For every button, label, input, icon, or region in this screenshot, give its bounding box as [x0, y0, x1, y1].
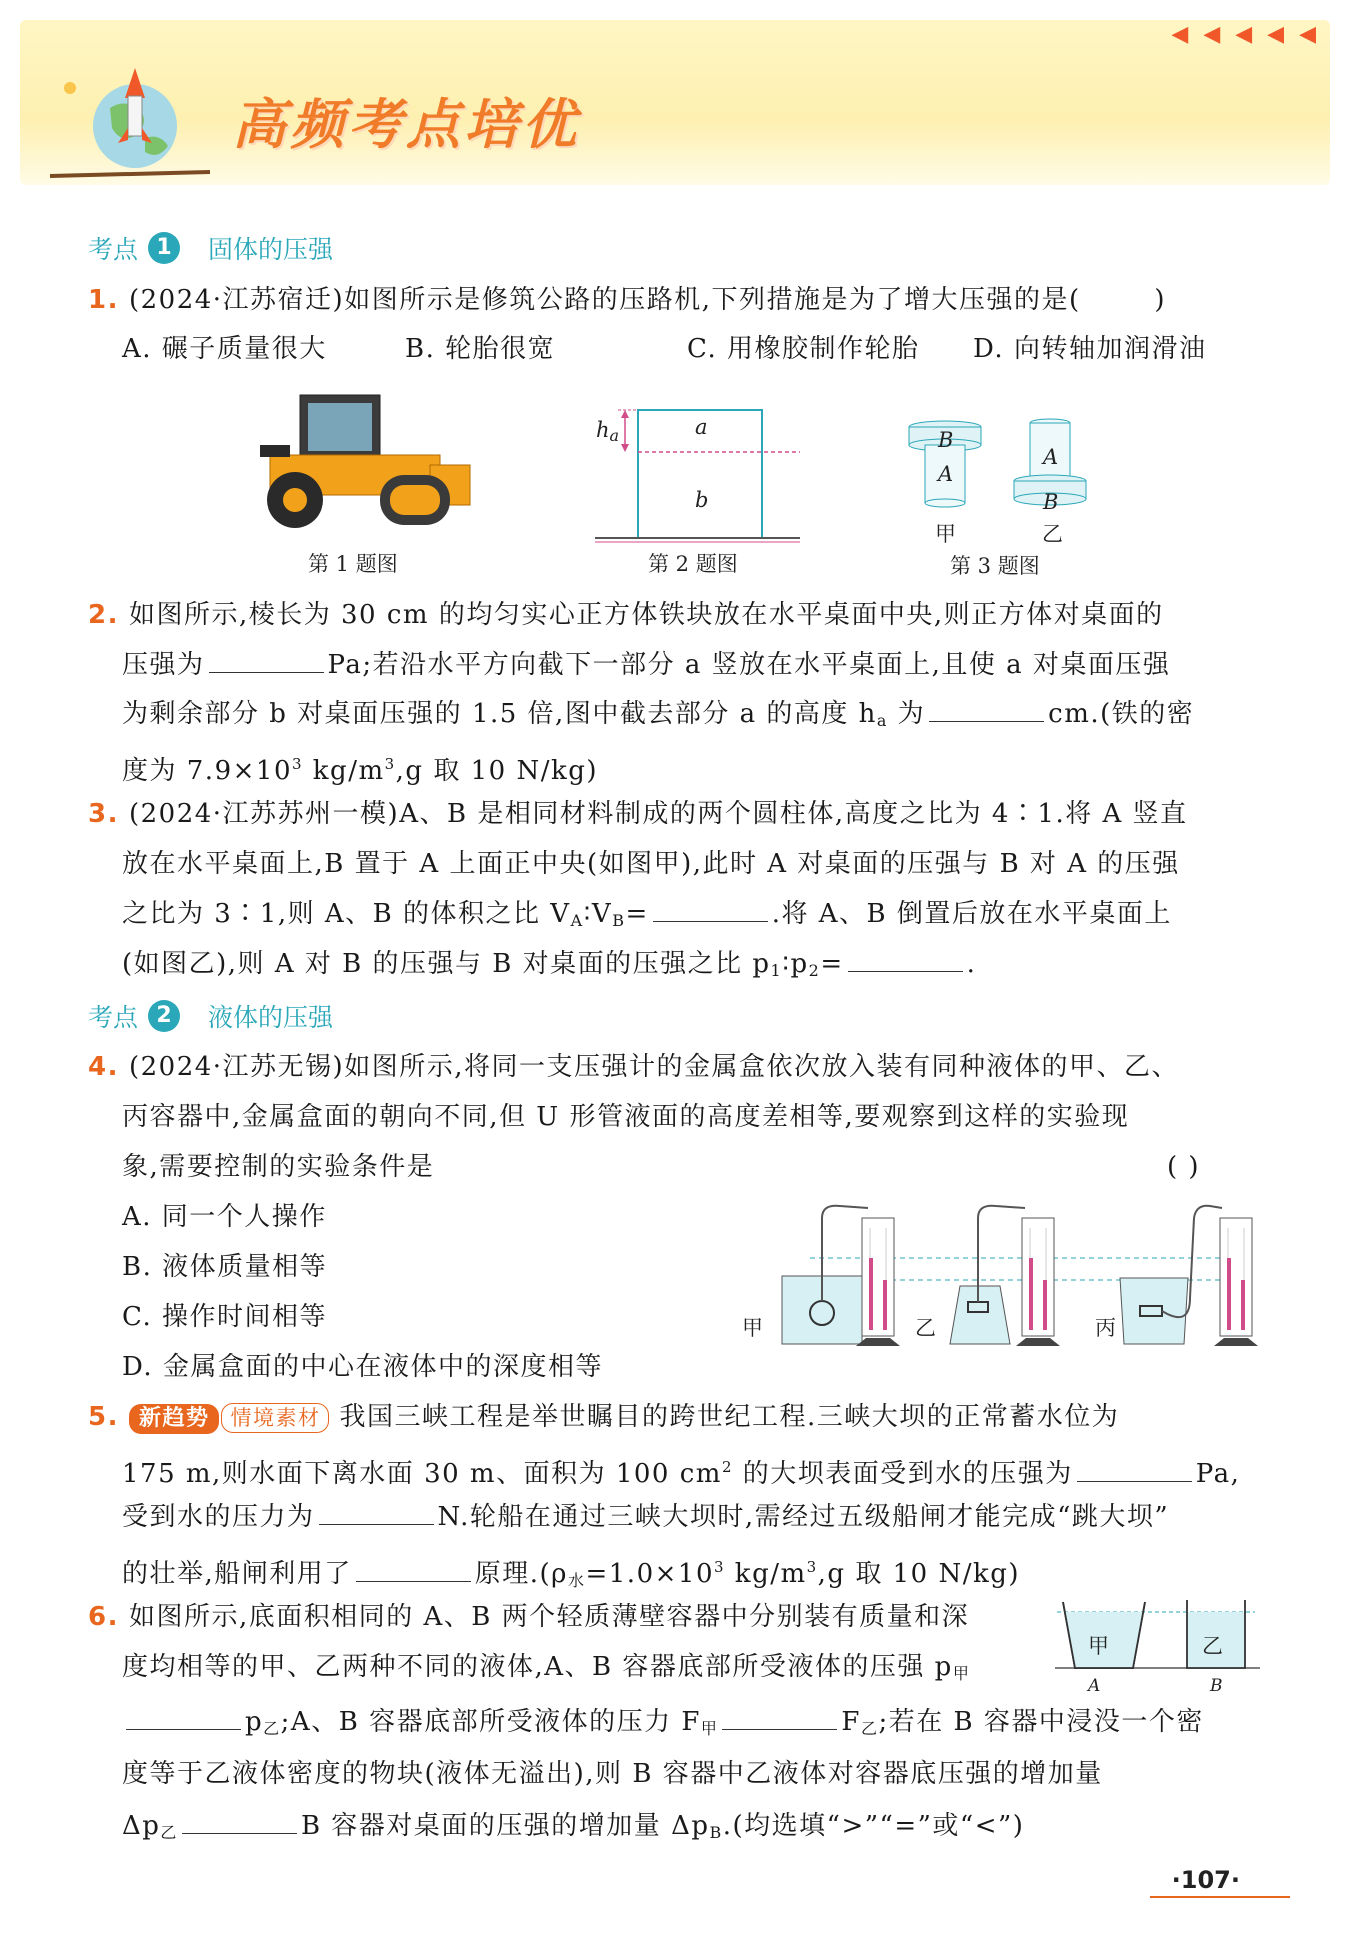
decorative-arrows-icon: ◀ ◀ ◀ ◀ ◀ [1171, 22, 1320, 47]
answer-blank[interactable] [126, 1706, 241, 1730]
answer-blank[interactable] [182, 1810, 297, 1834]
question-5-line-3: 受到水的压力为 N.轮船在通过三峡大坝时,需经过五级船闸才能完成“跳大坝” [122, 1502, 1170, 1532]
label-b: b [695, 488, 709, 512]
section-heading-1 [88, 230, 333, 266]
question-5-line-1: 5. 新趋势 情境素材 我国三峡工程是举世瞩目的跨世纪工程.三峡大坝的正常蓄水位为 [88, 1402, 1120, 1432]
label-a: a [695, 415, 708, 439]
answer-paren: ) [1154, 285, 1166, 315]
option-a: A. 碾子质量很大 [122, 334, 327, 364]
label-bing: 丙 [1095, 1316, 1116, 1340]
question-2-line-2: 压强为 Pa;若沿水平方向截下一部分 a 竖放在水平桌面上,且使 a 对桌面压强 [122, 650, 1171, 680]
question-number: 6. [88, 1602, 119, 1632]
page-number: ·107· [1171, 1866, 1240, 1894]
option-c: C. 操作时间相等 [122, 1302, 327, 1332]
section-title: 固体的压强 [208, 235, 334, 264]
option-b: B. 液体质量相等 [122, 1252, 328, 1282]
context-badge: 情境素材 [221, 1403, 329, 1433]
question-number: 2. [88, 600, 119, 630]
pressure-gauge-figure [770, 1198, 1260, 1350]
cylinders-figure [900, 415, 1100, 515]
question-6-line-3: $p_乙;A$、B 容器底部所受液体的压力 $F_甲$ $F_乙$;若在 B 容器中浸没一个密 [122, 1705, 1292, 1746]
question-5-line-2: 175 m,则水面下离水面 30 m、面积为 100 $cm^2$ 的大坝表面受到水的压强为 Pa, [122, 1458, 1241, 1489]
label-jia: 甲 [1088, 1634, 1109, 1658]
question-2-line-3: 为剩余部分 b 对桌面压强的 1.5 倍,图中截去部分 a 的高度 $h_a$ 为 cm.(铁的密 [122, 699, 1195, 730]
label-yi: 乙 [1042, 522, 1063, 546]
label-jia: 甲 [742, 1316, 763, 1340]
question-4-line-2: 丙容器中,金属盒面的朝向不同,但 U 形管液面的高度差相等,要观察到这样的实验现 [122, 1102, 1130, 1132]
question-4-line-1: 4. (2024·江苏无锡)如图所示,将同一支压强计的金属盒依次放入装有同种液体的甲、乙、 [88, 1052, 1179, 1082]
answer-blank[interactable] [722, 1706, 837, 1730]
answer-paren: ( ) [1166, 1152, 1200, 1182]
section-title: 液体的压强 [208, 1003, 334, 1032]
page-number-underline [1150, 1896, 1290, 1898]
question-6-line-5: $\Delta p_乙$ B 容器对桌面的压强的增加量 $\Delta p_B$.(均选填“>”“=”或“<”) [122, 1811, 1025, 1842]
option-b: B. 轮胎很宽 [405, 334, 556, 364]
question-3-line-1: 3. (2024·江苏苏州一模)A、B 是相同材料制成的两个圆柱体,高度之比为 4∶1.将 A 竖直 [88, 799, 1188, 829]
label-yi: 乙 [915, 1316, 936, 1340]
label-a-jia: A [938, 462, 954, 486]
option-d: D. 向转轴加润滑油 [973, 334, 1207, 364]
header-banner [20, 20, 1330, 185]
page-title: 高频考点培优 [232, 93, 580, 156]
question-1-options [122, 332, 1292, 366]
label-yi: 乙 [1202, 1634, 1223, 1658]
answer-blank[interactable] [848, 948, 963, 972]
question-number: 5. [88, 1402, 119, 1432]
question-5-line-4: 的壮举,船闸利用了 原理$.(\rho_水=1.0\times 10^3$ $kg/m^3,g$ 取 10 N/kg) [122, 1558, 1021, 1590]
section-heading-2 [88, 998, 333, 1034]
figure-1-caption: 第 1 题图 [308, 552, 398, 576]
question-6-line-4: 度等于乙液体密度的物块(液体无溢出),则 B 容器中乙液体对容器底压强的增加量 [122, 1759, 1103, 1789]
road-roller-figure [240, 385, 480, 535]
section-label: 考点 [88, 1003, 139, 1032]
answer-blank[interactable] [209, 649, 324, 673]
label-a-yi: A [1043, 445, 1059, 469]
option-d: D. 金属盒面的中心在液体中的深度相等 [122, 1352, 603, 1382]
answer-blank[interactable] [929, 698, 1044, 722]
new-trend-badge: 新趋势 [129, 1404, 220, 1434]
containers-figure [1055, 1598, 1260, 1678]
question-1-stem: 1. (2024·江苏宿迁)如图所示是修筑公路的压路机,下列措施是为了增大压强的是( ) [88, 285, 1166, 315]
label-h: $h_a$ [596, 418, 620, 445]
question-6-line-2: 度均相等的甲、乙两种不同的液体,A、B 容器底部所受液体的压强 $p_甲$ [122, 1652, 971, 1683]
question-4-line-3: 象,需要控制的实验条件是 ( ) [122, 1152, 1200, 1182]
label-b-yi: B [1043, 490, 1059, 514]
question-2-line-4: 度为 $7.9\times 10^3$ $kg/m^3,g$ 取 10 N/kg) [122, 755, 598, 786]
answer-blank[interactable] [653, 898, 768, 922]
option-c: C. 用橡胶制作轮胎 [687, 334, 920, 364]
question-number: 3. [88, 799, 119, 829]
section-label: 考点 [88, 235, 139, 264]
label-a: A [1088, 1676, 1101, 1696]
question-3-line-3: 之比为 3∶1,则 A、B 的体积之比 $V_A∶V_B=$ .将 A、B 倒置后放在水平桌面上 [122, 899, 1172, 930]
rocket-globe-icon [50, 48, 210, 188]
label-jia: 甲 [935, 522, 956, 546]
question-3-line-4: (如图乙),则 A 对 B 的压强与 B 对桌面的压强之比 $p_1∶p_2=$ . [122, 949, 977, 980]
answer-blank[interactable] [319, 1501, 434, 1525]
question-2-line-1: 2. 如图所示,棱长为 30 cm 的均匀实心正方体铁块放在水平桌面中央,则正方体对桌面的 [88, 600, 1164, 630]
section-number: 1 [148, 232, 180, 264]
question-3-line-2: 放在水平桌面上,B 置于 A 上面正中央(如图甲),此时 A 对桌面的压强与 B 对 A 的压强 [122, 849, 1180, 879]
label-b: B [1210, 1676, 1223, 1696]
question-number: 4. [88, 1052, 119, 1082]
question-6-line-1: 6. 如图所示,底面积相同的 A、B 两个轻质薄壁容器中分别装有质量和深 [88, 1602, 970, 1632]
answer-blank[interactable] [356, 1558, 471, 1582]
label-b-jia: B [938, 428, 954, 452]
figure-2-caption: 第 2 题图 [648, 552, 738, 576]
figure-3-caption: 第 3 题图 [950, 554, 1040, 578]
option-a: A. 同一个人操作 [122, 1202, 327, 1232]
answer-blank[interactable] [1077, 1458, 1192, 1482]
section-number: 2 [148, 1000, 180, 1032]
question-number: 1. [88, 285, 119, 315]
